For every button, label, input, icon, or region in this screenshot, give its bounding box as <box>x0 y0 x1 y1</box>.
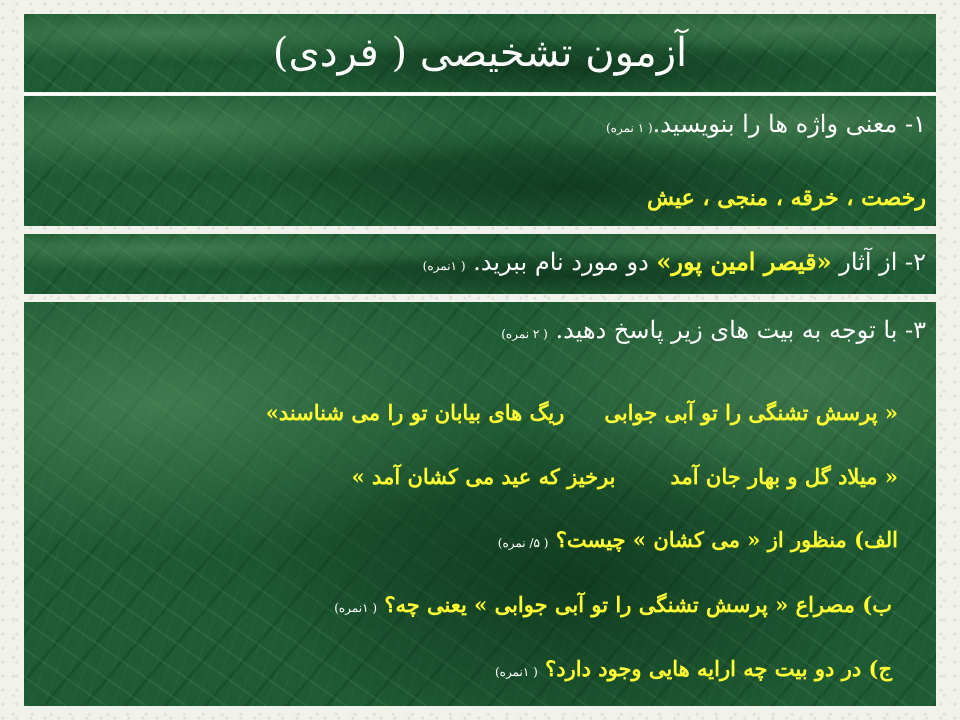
part-b-text: ب) مصراع « پرسش تشنگی را تو آبی جوابی » یعنی چه؟ <box>384 592 892 617</box>
title-divider <box>24 93 936 95</box>
part-b <box>24 590 892 623</box>
question-1-score: ( ۱ نمره) <box>606 121 653 135</box>
part-a <box>24 525 898 558</box>
part-a-text: الف) منظور از « می کشان » چیست؟ <box>555 527 898 552</box>
verse-2 <box>24 462 898 492</box>
verse-1-first-hemistich: « پرسش تشنگی را تو آبی جوابی <box>604 400 898 425</box>
question-3-text: ۳- با توجه به بیت های زیر پاسخ دهید. <box>555 316 926 344</box>
page-title: آزمون تشخیصی ( فردی) <box>272 30 688 76</box>
part-c-text: ج) در دو بیت چه ارایه هایی وجود دارد؟ <box>545 656 892 681</box>
question-2-prefix: ۲- از آثار <box>839 248 926 276</box>
question-2-author: قیصر امین پور <box>671 247 817 276</box>
part-a-score: ( ۵/ نمره) <box>497 536 549 550</box>
question-1-words: رخصت ، خرقه ، منجی ، عیش <box>647 185 926 211</box>
question-1-panel <box>24 96 936 226</box>
question-1-line <box>34 108 926 144</box>
question-2-suffix: دو مورد نام ببرید. <box>473 248 649 276</box>
question-3-panel <box>24 302 936 706</box>
question-2-panel <box>24 234 936 294</box>
verse-1 <box>24 398 898 428</box>
question-2-open-quote: « <box>816 247 832 276</box>
question-3-score: ( ۲ نمره) <box>501 327 548 341</box>
question-3-line <box>34 314 926 350</box>
part-b-score: ( ۱نمره) <box>334 601 378 615</box>
verse-2-first-hemistich: « میلاد گل و بهار جان آمد <box>670 464 898 489</box>
question-2-line <box>34 246 926 282</box>
question-2-score: ( ۱نمره) <box>422 259 466 273</box>
question-2-close-quote: » <box>656 247 672 276</box>
part-c-score: ( ۱نمره) <box>494 665 538 679</box>
verse-1-second-hemistich: ریگ های بیابان تو را می شناسند» <box>265 400 565 425</box>
part-c <box>24 654 892 687</box>
verse-2-second-hemistich: برخیز که عید می کشان آمد » <box>351 464 616 489</box>
question-1-text: ۱- معنی واژه ها را بنویسید. <box>652 110 926 138</box>
title-panel <box>24 14 936 92</box>
